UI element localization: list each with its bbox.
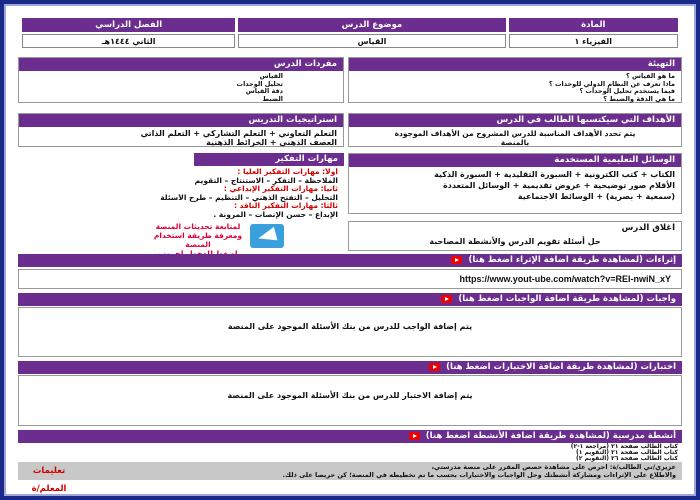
tests-panel (18, 375, 682, 426)
objectives-line: يتم تحدد الأهداف المناسبة للدرس المشروح من الأهداف الموجودة (394, 129, 636, 138)
telegram-line: لمتابعة تحديثات المنصة (155, 222, 241, 231)
strategies-title: استراتيجيات التدريس (19, 114, 343, 127)
tests-header (18, 361, 682, 374)
homework-header (18, 293, 682, 306)
resources-box (348, 153, 682, 214)
thinking-title: مهارات التفكير (194, 153, 344, 166)
activity-line: كتاب الطالب صفحة ٢١ (مراجعة ١-٢) (570, 443, 678, 450)
youtube-icon[interactable] (429, 363, 440, 371)
subject-label: المادة (509, 18, 678, 32)
tests-text: يتم إضافة الاختبار للدرس من بنك الأسئلة الموجود على المنصة (227, 391, 473, 400)
objectives-title: الأهداف التي سيكتسبها الطالب في الدرس (349, 114, 681, 127)
header-row (22, 18, 678, 32)
youtube-icon[interactable] (409, 432, 420, 440)
homework-link[interactable]: (لمشاهدة طريقة اضافة الواجبات اضغط هنا) (458, 294, 644, 304)
subject-value: الفيزياء ١ (509, 34, 678, 48)
enrichment-link[interactable]: (لمشاهدة طريقة اضافة الإثراء اضغط هنا) (468, 255, 643, 265)
enrichment-panel (18, 269, 682, 289)
tests-title: اختبارات (640, 362, 676, 372)
homework-text: يتم إضافة الواجب للدرس من بنك الأسئلة الموجود على المنصة (227, 322, 473, 331)
vocab-line: الضبط (262, 95, 283, 103)
resources-line: الكتاب + كتب الكترونية + السبورة التقليدية + السبورة الذكية (434, 170, 675, 179)
activity-line: كتاب الطالب صفحة ٢٦ (التقويم ٢) (575, 455, 678, 463)
header-values-row (22, 34, 678, 48)
strategies-line: التعلم التعاوني + التعلم التشاركي + التعلم الذاتي (140, 129, 337, 138)
thinking-line: أولاً: مهارات التفكير العليا : (237, 168, 338, 176)
vocab-box (18, 57, 344, 103)
topic-value: القياس (238, 34, 505, 48)
teacher-note-line: والاطلاع على الإثراءات ومشاركة أنشطتك وحل الواجبات والاختبارات بحسب ما تم تخطيطه في المنصة؛ كن حريصا على ذلك. (282, 471, 676, 479)
intro-box (348, 57, 682, 103)
resources-line: الأقلام صور توضيحية + عروض تقديمية + الوسائل المتعددة (443, 181, 675, 190)
youtube-icon[interactable] (451, 256, 462, 264)
homework-panel (18, 307, 682, 357)
teacher-notes (18, 462, 682, 494)
thinking-box (18, 153, 344, 219)
enrichment-header (18, 254, 682, 267)
activities-header (18, 430, 682, 443)
intro-line: فيما يستخدم تحليل الوحدات ؟ (579, 88, 675, 95)
term-value: الثاني ١٤٤٤هـ (22, 34, 235, 48)
thinking-line: الملاحظة – التفكر – الاستنتاج – التقويم (194, 176, 338, 185)
thinking-line: الإبداع – حسن الإنصات – المرونة . (213, 210, 338, 219)
resources-line: (سمعية + بصرية) + الوسائط الاجتماعية (517, 192, 675, 201)
enrichment-url[interactable]: https://www.yout-ube.com/watch?v=REI-nwiN_xY (459, 274, 671, 284)
closing-text: حل أسئلة تقويم الدرس والأنشطة المصاحبة (429, 237, 601, 246)
telegram-line: ومعرفة طريقة استخدام المنصة (153, 231, 243, 249)
closing-box (348, 221, 682, 251)
thinking-line: ثالثاً: مهارات التفكير الناقد : (233, 202, 338, 211)
intro-line: ما هو القياس ؟ (625, 73, 675, 80)
enrichment-title: إثراءات (645, 255, 676, 265)
thinking-line: ثانياً: مهارات التفكير الإبداعي : (223, 185, 338, 194)
term-label: الفصل الدراسي (22, 18, 235, 32)
vocab-line: تحليل الوحدات (236, 80, 283, 88)
youtube-icon[interactable] (441, 295, 452, 303)
closing-title: اغلاق الدرس (621, 223, 675, 233)
strategies-box (18, 113, 344, 147)
topic-label: موضوع الدرس (238, 18, 505, 32)
activities-link[interactable]: (لمشاهدة طريقة اضافة الأنشطة اضغط هنا) (425, 431, 610, 441)
telegram-icon[interactable] (250, 224, 284, 248)
activities-title: أنشطة مدرسية (612, 431, 676, 441)
activity-line: كتاب الطالب صفحة ٢١ (التقويم ١) (575, 449, 678, 457)
vocab-title: مفردات الدرس (19, 58, 343, 71)
teacher-notes-title: تعليمات المعلم/ة (31, 466, 67, 494)
objectives-box (348, 113, 682, 147)
thinking-line: التحليل – التفتح الذهني – التنظيم – طرح الأسئلة (160, 193, 338, 202)
intro-line: ماذا تعرف عن النظام الدولي للوحدات ؟ (548, 80, 675, 88)
tests-link[interactable]: (لمشاهدة طريقة اضافة الاختبارات اضغط هنا) (446, 362, 638, 372)
vocab-line: القياس (259, 73, 283, 80)
strategies-line: العصف الذهني + الخرائط الذهنية (206, 138, 337, 147)
activities-panel (18, 444, 682, 462)
vocab-line: دقة القياس (245, 88, 283, 95)
homework-title: واجبات (646, 294, 676, 304)
resources-title: الوسائل التعليمية المستخدمة (349, 154, 681, 167)
teacher-note-line: عزيزي/تي الطالب/ة: احرص على مشاهدة حصص المقرر على منصة مدرستي، (431, 463, 676, 471)
intro-line: ما هي الدقة والضبط ؟ (603, 95, 675, 103)
intro-title: التهيئة (349, 58, 681, 71)
objectives-line: بالمنصة (500, 138, 530, 147)
